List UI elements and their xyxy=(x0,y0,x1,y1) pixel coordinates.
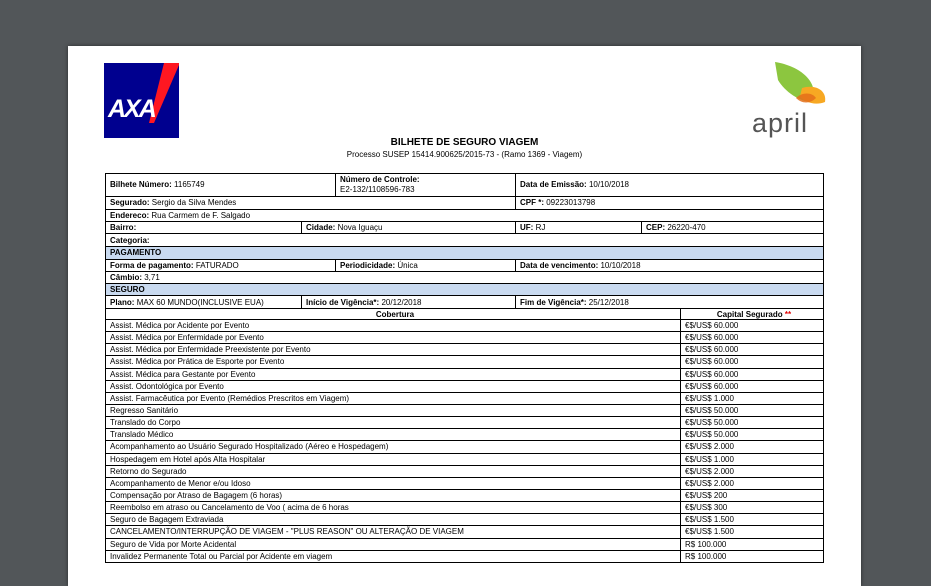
forma-pagamento-value: FATURADO xyxy=(195,261,239,270)
pagamento-section-header: PAGAMENTO xyxy=(106,246,823,259)
coverage-name: Assist. Farmacêutica por Evento (Remédios Prescritos em Viagem) xyxy=(110,393,350,403)
coverage-row xyxy=(106,489,823,501)
document-title: BILHETE DE SEGURO VIAGEM xyxy=(390,137,539,148)
april-logo-text: april xyxy=(751,108,809,138)
cidade-value: Nova Iguaçu xyxy=(337,223,383,232)
coverage-name: Assist. Médica para Gestante por Evento xyxy=(110,369,256,379)
coverage-name: CANCELAMENTO/INTERRUPÇÃO DE VIAGEM - "PLUS REASON" OU ALTERAÇÃO DE VIAGEM xyxy=(110,527,464,537)
cpf-value: 09223013798 xyxy=(546,198,596,207)
coverage-name: Assist. Médica por Prática de Esporte por Evento xyxy=(110,357,285,367)
coverage-row xyxy=(106,513,823,525)
april-logo xyxy=(730,62,830,140)
forma-pagamento-cell: Forma de pagamento: FATURADO xyxy=(110,261,239,270)
coverage-name: Seguro de Bagagem Extraviada xyxy=(110,515,224,525)
seguro-section-header: SEGURO xyxy=(106,283,823,295)
coverage-row xyxy=(106,538,823,550)
required-mark: ** xyxy=(784,310,792,319)
capital-column-header: Capital Segurado ** xyxy=(680,309,823,319)
vencimento-value: 10/10/2018 xyxy=(600,261,641,270)
april-leaf-icon xyxy=(730,62,830,112)
periodicidade-cell: Periodicidade: Única xyxy=(335,260,515,271)
inicio-vigencia-cell: Início de Vigência*: 20/12/2018 xyxy=(301,296,515,308)
cpf-cell: CPF *: 09223013798 xyxy=(515,197,823,209)
plano-cell: Plano: MAX 60 MUNDO(INCLUSIVE EUA) xyxy=(110,298,264,307)
coverage-header-row xyxy=(106,308,823,319)
uf-cell: UF: RJ xyxy=(515,222,641,233)
cambio-row xyxy=(106,271,823,283)
coverage-row xyxy=(106,465,823,477)
coverage-value: €$/US$ 300 xyxy=(680,502,823,513)
plano-row xyxy=(106,295,823,308)
coverage-row xyxy=(106,380,823,392)
cobertura-column-header: Cobertura xyxy=(375,310,415,319)
fim-vigencia-value: 25/12/2018 xyxy=(588,298,629,307)
fim-vigencia-cell: Fim de Vigência*: 25/12/2018 xyxy=(515,296,823,308)
cep-value: 26220-470 xyxy=(667,223,706,232)
bilhete-value: 1165749 xyxy=(174,180,205,189)
coverage-row xyxy=(106,525,823,537)
cambio-cell: Câmbio: 3,71 xyxy=(110,273,160,282)
controle-cell: Número de Controle: E2-132/1108596-783 xyxy=(335,174,515,196)
coverage-row xyxy=(106,550,823,562)
periodicidade-value: Única xyxy=(397,261,418,270)
coverage-row xyxy=(106,440,823,452)
endereco-value: Rua Carmem de F. Salgado xyxy=(151,211,251,220)
coverage-value: €$/US$ 2.000 xyxy=(680,441,823,452)
cambio-value: 3,71 xyxy=(144,273,160,282)
coverage-row xyxy=(106,331,823,343)
coverage-name: Compensação por Atraso de Bagagem (6 horas) xyxy=(110,490,283,500)
document-page xyxy=(68,46,861,586)
document-subtitle: Processo SUSEP 15414.900625/2015-73 - (Ramo 1369 - Viagem) xyxy=(346,150,583,159)
coverage-value: €$/US$ 1.000 xyxy=(680,393,823,404)
uf-value: RJ xyxy=(535,223,546,232)
coverage-row xyxy=(106,477,823,489)
axa-logo-text: AXA xyxy=(108,95,155,123)
coverage-value: €$/US$ 50.000 xyxy=(680,429,823,440)
coverage-name: Invalidez Permanente Total ou Parcial por Acidente em viagem xyxy=(110,551,333,561)
coverage-value: R$ 100.000 xyxy=(680,551,823,562)
axa-logo xyxy=(104,63,179,138)
plano-value: MAX 60 MUNDO(INCLUSIVE EUA) xyxy=(136,298,264,307)
coverage-value: €$/US$ 1.000 xyxy=(680,454,823,465)
coverage-name: Seguro de Vida por Morte Acidental xyxy=(110,539,237,549)
coverage-row xyxy=(106,368,823,380)
info-row-bairro xyxy=(106,221,823,233)
segurado-cell: Segurado: Sergio da Silva Mendes xyxy=(110,198,237,207)
coverage-name: Hospedagem em Hotel após Alta Hospitalar xyxy=(110,454,266,464)
coverage-value: R$ 100.000 xyxy=(680,539,823,550)
coverage-value: €$/US$ 60.000 xyxy=(680,332,823,343)
info-row-bilhete xyxy=(106,174,823,196)
bairro-cell: Bairro: xyxy=(110,223,137,232)
coverage-value: €$/US$ 200 xyxy=(680,490,823,501)
info-row-endereco xyxy=(106,209,823,221)
coverage-row xyxy=(106,392,823,404)
coverage-name: Translado Médico xyxy=(110,430,174,440)
coverage-row xyxy=(106,404,823,416)
coverage-value: €$/US$ 60.000 xyxy=(680,381,823,392)
emissao-value: 10/10/2018 xyxy=(588,180,629,189)
segurado-value: Sergio da Silva Mendes xyxy=(151,198,237,207)
coverage-value: €$/US$ 1.500 xyxy=(680,526,823,537)
cep-cell: CEP: 26220-470 xyxy=(641,222,823,233)
coverage-row xyxy=(106,416,823,428)
coverage-row xyxy=(106,343,823,355)
cidade-cell: Cidade: Nova Iguaçu xyxy=(301,222,515,233)
coverage-value: €$/US$ 60.000 xyxy=(680,356,823,367)
coverage-value: €$/US$ 1.500 xyxy=(680,514,823,525)
info-block xyxy=(105,173,824,563)
coverage-name: Retorno do Segurado xyxy=(110,466,187,476)
coverage-row xyxy=(106,428,823,440)
coverage-name: Assist. Odontológica por Evento xyxy=(110,381,224,391)
coverage-value: €$/US$ 60.000 xyxy=(680,369,823,380)
coverage-row xyxy=(106,319,823,331)
info-row-categoria xyxy=(106,233,823,246)
coverage-row xyxy=(106,355,823,367)
coverage-name: Reembolso em atraso ou Cancelamento de Voo ( acima de 6 horas xyxy=(110,503,349,513)
bilhete-cell: Bilhete Número: 1165749 xyxy=(110,180,205,189)
endereco-cell: Endereco: Rua Carmem de F. Salgado xyxy=(110,211,251,220)
vencimento-cell: Data de vencimento: 10/10/2018 xyxy=(515,260,823,271)
coverage-name: Acompanhamento de Menor e/ou Idoso xyxy=(110,478,251,488)
coverage-value: €$/US$ 60.000 xyxy=(680,344,823,355)
coverage-table-body xyxy=(106,319,823,562)
coverage-name: Assist. Médica por Enfermidade Preexistente por Evento xyxy=(110,345,311,355)
coverage-name: Translado do Corpo xyxy=(110,418,181,428)
coverage-name: Acompanhamento ao Usuário Segurado Hospitalizado (Aéreo e Hospedagem) xyxy=(110,442,389,452)
pagamento-row xyxy=(106,259,823,271)
coverage-name: Assist. Médica por Acidente por Evento xyxy=(110,321,250,330)
info-row-segurado xyxy=(106,196,823,209)
coverage-value: €$/US$ 50.000 xyxy=(680,405,823,416)
categoria-cell: Categoria: xyxy=(110,236,150,245)
coverage-name: Assist. Médica por Enfermidade por Evento xyxy=(110,333,264,343)
coverage-name: Regresso Sanitário xyxy=(110,405,179,415)
coverage-value: €$/US$ 2.000 xyxy=(680,466,823,477)
emissao-cell: Data de Emissão: 10/10/2018 xyxy=(515,174,823,196)
inicio-vigencia-value: 20/12/2018 xyxy=(381,298,422,307)
coverage-value: €$/US$ 60.000 xyxy=(680,320,823,331)
coverage-value: €$/US$ 50.000 xyxy=(680,417,823,428)
coverage-value: €$/US$ 2.000 xyxy=(680,478,823,489)
coverage-row xyxy=(106,501,823,513)
controle-value: E2-132/1108596-783 xyxy=(340,185,415,194)
coverage-row xyxy=(106,453,823,465)
